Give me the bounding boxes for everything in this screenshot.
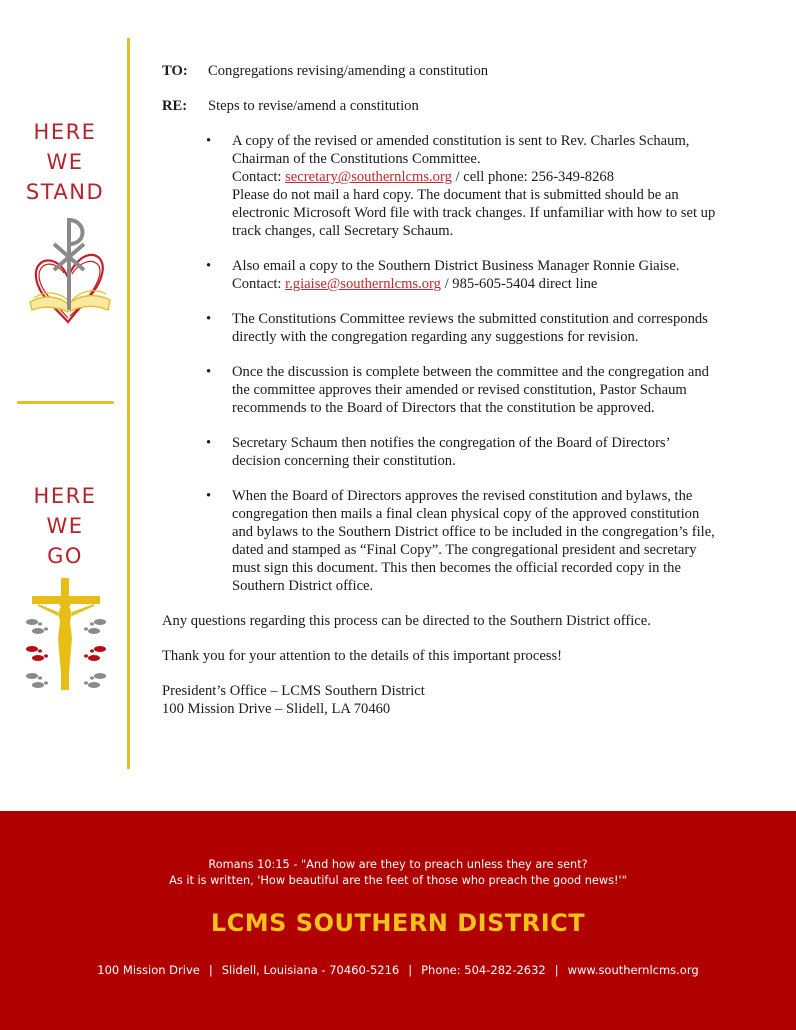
step-line: congregation then mails a final clean physical copy of the approved constitution [232, 506, 700, 522]
step-line: Secretary Schaum then notifies the congregation of the Board of Directors’ [232, 435, 671, 451]
step-line: Southern District office. [232, 578, 374, 594]
step-line: and bylaws to the Southern District office to be included in the congregation’s file, [232, 524, 715, 540]
step-line: Please do not mail a hard copy. The document that is submitted should be an [232, 187, 679, 203]
motto-here-we-stand [0, 117, 130, 207]
step-item [162, 132, 762, 240]
secretary-email-link[interactable]: secretary@southernlcms.org [285, 169, 452, 185]
signature-address: 100 Mission Drive – Slidell, LA 70460 [162, 701, 391, 717]
step-line: Once the discussion is complete between the committee and the congregation and [232, 364, 709, 380]
organization-name: LCMS SOUTHERN DISTRICT [210, 909, 586, 937]
memo-body [162, 62, 762, 718]
sidebar-divider [17, 401, 114, 404]
step-line: must sign this document. This then becomes the official recorded copy in the [232, 560, 681, 576]
step-line: decision concerning their constitution. [232, 453, 456, 469]
step-item [162, 487, 762, 595]
separator: | [408, 963, 413, 977]
step-item [162, 310, 762, 346]
contact-suffix: / cell phone: 256-349-8268 [451, 169, 614, 185]
step-item [162, 257, 762, 293]
questions-paragraph: Any questions regarding this process can be directed to the Southern District office. [162, 613, 651, 629]
motto-here-we-go [0, 481, 130, 571]
separator: | [208, 963, 213, 977]
footer-contact-bar [0, 963, 796, 977]
bullet-icon: • [206, 311, 212, 327]
footer-website-link[interactable]: www.southernlcms.org [567, 963, 699, 977]
step-item [162, 363, 762, 417]
step-line: Chairman of the Constitutions Committee. [232, 151, 481, 167]
memo-to-row [162, 62, 762, 80]
contact-prefix: Contact: [232, 169, 286, 185]
contact-line [232, 168, 762, 186]
step-line: Also email a copy to the Southern District Business Manager Ronnie Giaise. [232, 258, 680, 274]
motto-word: HERE [33, 484, 97, 508]
contact-prefix: Contact: [232, 276, 286, 292]
bullet-icon: • [206, 435, 212, 451]
motto-word: GO [47, 544, 83, 568]
thanks-paragraph: Thank you for your attention to the details of this important process! [162, 648, 563, 664]
step-line: the committee approves their amended or revised constitution, Pastor Schaum [232, 382, 687, 398]
re-label: RE: [162, 98, 188, 114]
motto-word: WE [46, 150, 84, 174]
steps-list [162, 132, 762, 595]
business-manager-email-link[interactable]: r.giaise@southernlcms.org [285, 276, 441, 292]
contact-suffix: / 985-605-5404 direct line [440, 276, 598, 292]
step-line: A copy of the revised or amended constitution is sent to Rev. Charles Schaum, [232, 133, 690, 149]
motto-word: WE [46, 514, 84, 538]
scripture-verse [0, 857, 796, 889]
bullet-icon: • [206, 488, 212, 504]
step-line: The Constitutions Committee reviews the submitted constitution and corresponds [232, 311, 708, 327]
verse-line: As it is written, 'How beautiful are the feet of those who preach the good news!'" [169, 874, 627, 887]
motto-word: STAND [25, 180, 105, 204]
memo-re-row [162, 97, 762, 115]
step-line: dated and stamped as “Final Copy”. The congregational president and secretary [232, 542, 697, 558]
step-line: track changes, call Secretary Schaum. [232, 223, 454, 239]
footer-phone: Phone: 504-282-2632 [421, 963, 546, 977]
verse-line: Romans 10:15 - "And how are they to preach unless they are sent? [208, 858, 588, 871]
signature-line: President’s Office – LCMS Southern District [162, 683, 425, 699]
step-line: recommends to the Board of Directors that the constitution be approved. [232, 400, 655, 416]
footer-city: Slidell, Louisiana - 70460-5216 [221, 963, 400, 977]
bullet-icon: • [206, 133, 212, 149]
chi-rho-heart-bible-icon [24, 214, 114, 326]
step-line: directly with the congregation regarding any suggestions for revision. [232, 329, 639, 345]
footer-banner [0, 811, 796, 1030]
motto-word: HERE [33, 120, 97, 144]
step-line: electronic Microsoft Word file with track changes. If unfamiliar with how to set up [232, 205, 716, 221]
footer-address: 100 Mission Drive [97, 963, 200, 977]
crucifix-footprints-icon [24, 578, 108, 692]
contact-line [232, 275, 762, 293]
step-item [162, 434, 762, 470]
re-value: Steps to revise/amend a constitution [208, 98, 419, 114]
separator: | [554, 963, 559, 977]
step-line: When the Board of Directors approves the revised constitution and bylaws, the [232, 488, 693, 504]
bullet-icon: • [206, 258, 212, 274]
to-value: Congregations revising/amending a constitution [208, 63, 489, 79]
bullet-icon: • [206, 364, 212, 380]
to-label: TO: [162, 63, 188, 79]
